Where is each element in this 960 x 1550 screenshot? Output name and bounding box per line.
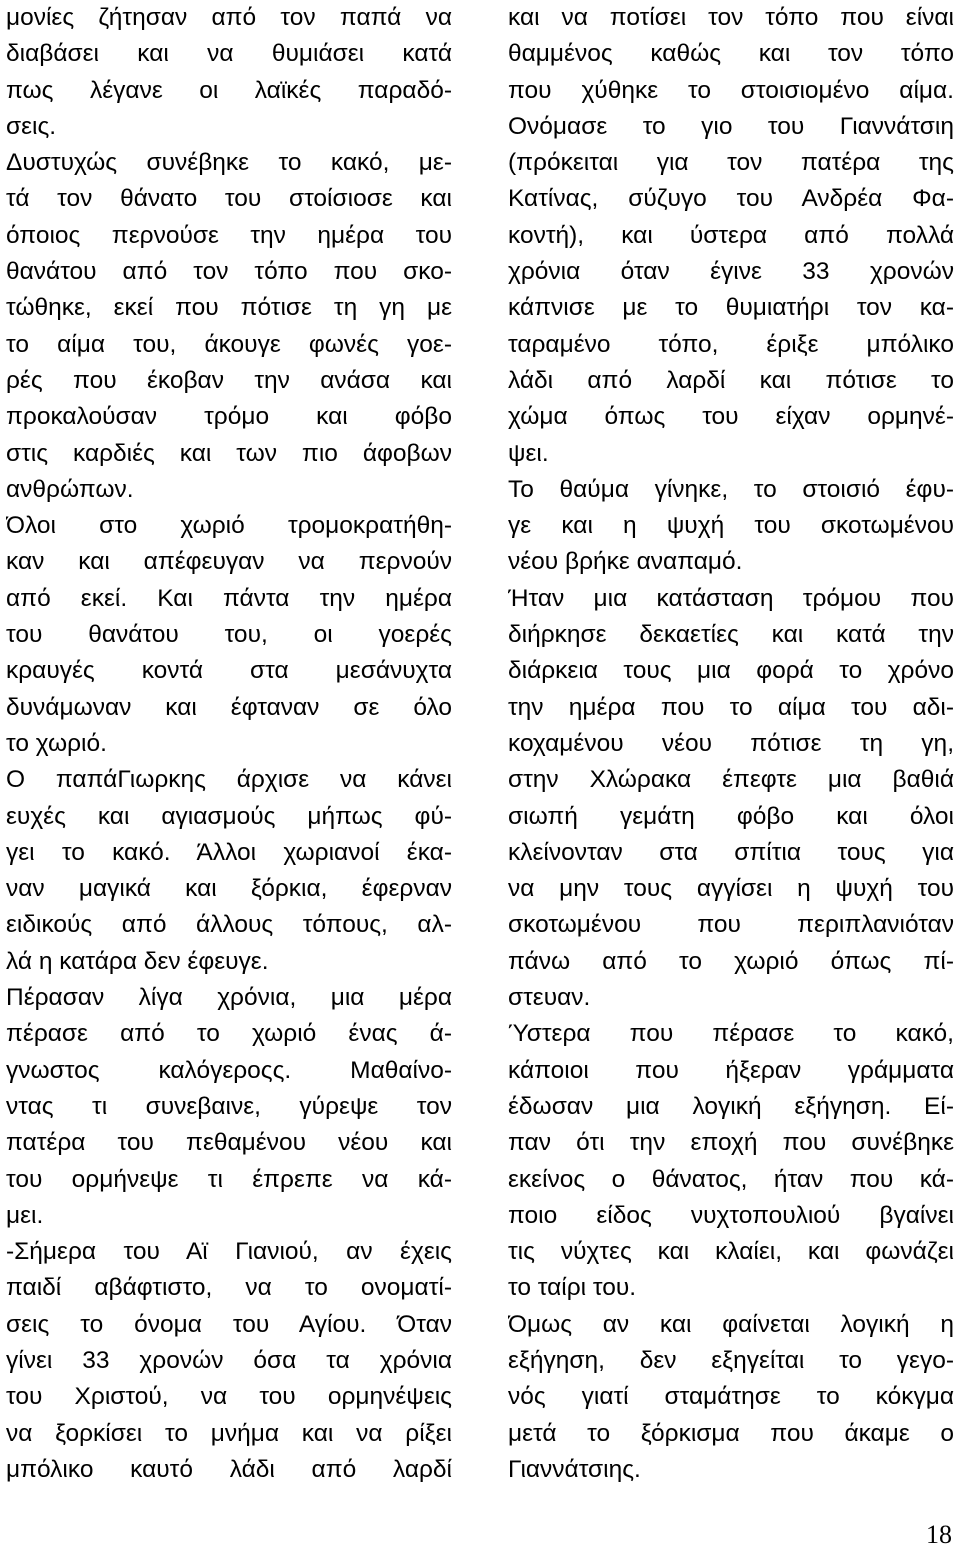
text-line: Ονόμασε το γιο του Γιαννάτσιη <box>508 112 954 140</box>
text-line: -Σήμερα του Αϊ Γιανιού, αν έχεις <box>6 1238 452 1266</box>
text-line: λά η κατάρα δεν έφευγε. <box>6 947 269 975</box>
text-line: χώμα όπως του είχαν ορμηνέ- <box>508 403 954 431</box>
text-line: γίνει 33 χρονών όσα τα χρόνια <box>6 1346 452 1374</box>
text-line: πάνω από το χωριό όπως πί- <box>508 947 954 975</box>
text-line: την ημέρα που το αίμα του αδι- <box>508 693 954 721</box>
text-line: κάπνισε με το θυμιατήρι τον κα- <box>508 294 954 322</box>
text-line: Ο παπάΓιωρκης άρχισε να κάνει <box>6 766 452 794</box>
text-line: θαμμένος καθώς και τον τόπο <box>508 40 954 68</box>
text-line: νέου βρήκε αναπαμό. <box>508 548 743 576</box>
text-line: εξήγηση, δεν εξηγείται το γεγο- <box>508 1346 954 1374</box>
text-line: παν ότι την εποχή που συνέβηκε <box>508 1129 954 1157</box>
text-line: το ταίρι του. <box>508 1274 637 1302</box>
text-line: το αίμα του, άκουγε φωνές γοε- <box>6 330 452 358</box>
text-line: όποιος περνούσε την ημέρα του <box>6 221 452 249</box>
text-line: παιδί αβάφτιστο, να το ονοματί- <box>6 1274 452 1302</box>
text-line: διάρκεια τους μια φορά το χρόνο <box>508 657 954 685</box>
text-line: Όμως αν και φαίνεται λογική η <box>508 1310 954 1338</box>
text-line: ρές που έκοβαν την ανάσα και <box>6 366 452 394</box>
text-line: (πρόκειται για τον πατέρα της <box>508 149 954 177</box>
text-line: Πέρασαν λίγα χρόνια, μια μέρα <box>6 984 452 1012</box>
text-line: γει το κακό. Άλλοι χωριανοί έκα- <box>6 838 452 866</box>
text-line: Κατίνας, σύζυγο του Ανδρέα Φα- <box>508 185 954 213</box>
text-line: μετά το ξόρκισμα που άκαμε ο <box>508 1419 954 1447</box>
text-line: στην Χλώρακα έπεφτε μια βαθιά <box>508 766 954 794</box>
text-line: νός γιατί σταμάτησε το κόκγμα <box>508 1383 954 1411</box>
text-line: από εκεί. Και πάντα την ημέρα <box>6 584 452 612</box>
text-line: διαβάσει και να θυμιάσει κατά <box>6 40 452 68</box>
text-line: θανάτου από τον τόπο που σκο- <box>6 258 452 286</box>
text-line: κραυγές κοντά στα μεσάνυχτα <box>6 657 452 685</box>
text-line: Ήταν μια κατάσταση τρόμου που <box>508 584 954 612</box>
text-line: Ύστερα που πέρασε το κακό, <box>508 1020 954 1048</box>
text-line: πατέρα του πεθαμένου νέου και <box>6 1129 452 1157</box>
text-line: ειδικούς από άλλους τόπους, αλ- <box>6 911 452 939</box>
text-line: ντας τι συνεβαινε, γύρεψε τον <box>6 1092 452 1120</box>
text-line: κλείνονταν στα σπίτια τους για <box>508 838 954 866</box>
text-line: σκοτωμένου που περιπλανιόταν <box>508 911 954 939</box>
text-line: του ορμήνεψε τι έπρεπε να κά- <box>6 1165 452 1193</box>
text-line: κοχαμένου νέου πότισε τη γη, <box>508 729 954 757</box>
text-line: προκαλούσαν τρόμο και φόβο <box>6 403 452 431</box>
text-line: καν και απέφευγαν να περνούν <box>6 548 452 576</box>
text-line: έδωσαν μια λογική εξήγηση. Εί- <box>508 1092 954 1120</box>
text-line: δυνάμωναν και έφταναν σε όλο <box>6 693 452 721</box>
text-line: κοντή), και ύστερα από πολλά <box>508 221 954 249</box>
left-column <box>6 0 452 1488</box>
text-line: ψει. <box>508 439 549 467</box>
text-line: ευχές και αγιασμούς μήπως φύ- <box>6 802 452 830</box>
text-line: τά τον θάνατο του στοίσιοσε και <box>6 185 452 213</box>
text-line: το χωριό. <box>6 729 107 757</box>
text-line: πέρασε από το χωριό ένας ά- <box>6 1020 452 1048</box>
text-line: του θανάτου του, οι γοερές <box>6 621 452 649</box>
text-line: στευαν. <box>508 984 591 1012</box>
text-line: Γιαννάτσιης. <box>508 1455 641 1483</box>
text-line: του Χριστού, να του ορμηνέψεις <box>6 1383 452 1411</box>
text-line: μει. <box>6 1201 44 1229</box>
text-line: διήρκησε δεκαετίες και κατά την <box>508 621 954 649</box>
text-line: χρόνια όταν έγινε 33 χρονών <box>508 258 954 286</box>
text-line: γε και η ψυχή του σκοτωμένου <box>508 512 954 540</box>
text-line: μονίες ζήτησαν από τον παπά να <box>6 4 452 31</box>
text-line: γνωστος καλόγεροςς. Μαθαίνο- <box>6 1056 452 1084</box>
page-number: 18 <box>926 1520 952 1549</box>
text-line: να ξορκίσει το μνήμα και να ρίξει <box>6 1419 452 1447</box>
text-line: σεις. <box>6 112 57 140</box>
text-line: Το θαύμα γίνηκε, το στοισιό έφυ- <box>508 475 954 503</box>
text-line: ποιο είδος νυχτοπουλιού βγαίνει <box>508 1201 954 1229</box>
text-line: σεις το όνομα του Αγίου. Όταν <box>6 1310 452 1338</box>
text-line: σιωπή γεμάτη φόβο και όλοι <box>508 802 954 830</box>
text-line: τώθηκε, εκεί που πότισε τη γη με <box>6 294 452 322</box>
text-line: ταραμένο τόπο, έριξε μπόλικο <box>508 330 954 358</box>
right-column <box>508 0 954 1488</box>
text-line: τις νύχτες και κλαίει, και φωνάζει <box>508 1238 954 1266</box>
text-line: που χύθηκε το στοισιομένο αίμα. <box>508 76 954 104</box>
text-line: κάποιοι που ήξεραν γράμματα <box>508 1056 954 1084</box>
text-line: ναν μαγικά και ξόρκια, έφερναν <box>6 875 452 903</box>
text-line: λάδι από λαρδί και πότισε το <box>508 366 954 394</box>
text-line: Δυστυχώς συνέβηκε το κακό, με- <box>6 149 452 177</box>
text-line: μπόλικο καυτό λάδι από λαρδί <box>6 1455 452 1483</box>
text-line: να μην τους αγγίσει η ψυχή του <box>508 875 954 903</box>
text-line: ανθρώπων. <box>6 475 134 503</box>
text-line: Όλοι στο χωριό τρομοκρατήθη- <box>6 512 452 540</box>
text-line: και να ποτίσει τον τόπο που είναι <box>508 4 954 31</box>
text-line: εκείνος ο θάνατος, ήταν που κά- <box>508 1165 954 1193</box>
text-line: πως λέγανε οι λαϊκές παραδό- <box>6 76 452 104</box>
text-line: στις καρδιές και των πιο άφοβων <box>6 439 452 467</box>
